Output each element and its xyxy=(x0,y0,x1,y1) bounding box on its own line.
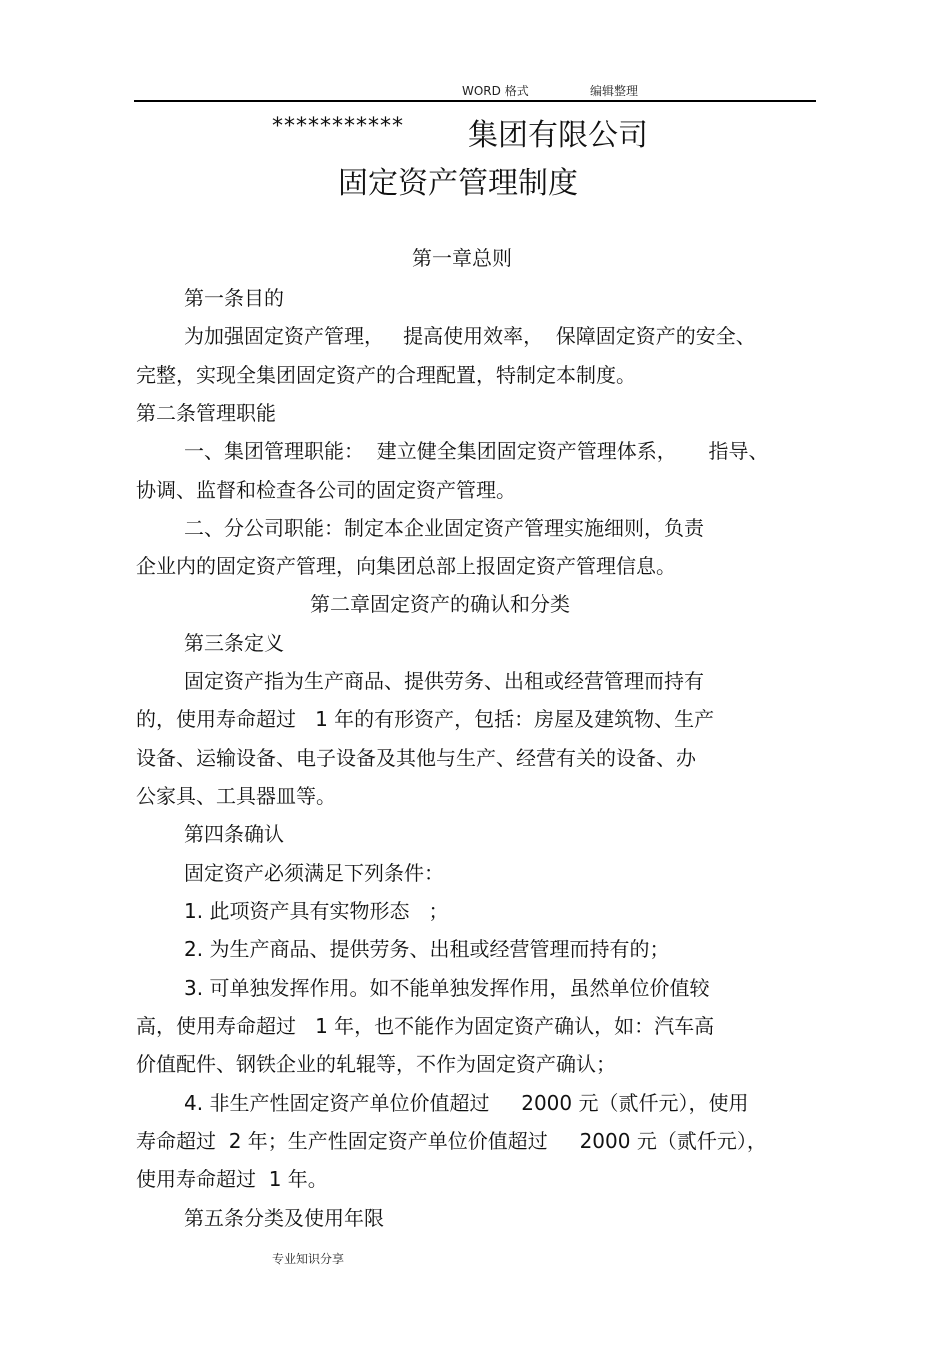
paragraph-line: 固定资产必须满足下列条件： xyxy=(184,861,444,885)
company-title: 集团有限公司 xyxy=(468,118,648,153)
chapter-heading: 第二章固定资产的确认和分类 xyxy=(310,592,570,616)
article-title: 第五条分类及使用年限 xyxy=(184,1206,384,1230)
article-title: 第一条目的 xyxy=(184,286,284,310)
document-title: 固定资产管理制度 xyxy=(338,166,578,201)
footer-label: 专业知识分享 xyxy=(272,1252,345,1266)
paragraph-line: 公家具、工具器皿等。 xyxy=(136,784,336,808)
paragraph-line: 完整，实现全集团固定资产的合理配置，特制定本制度。 xyxy=(136,363,636,387)
company-name-mask: *********** xyxy=(272,114,404,139)
list-item: 1. 此项资产具有实物形态 ； xyxy=(184,899,449,923)
paragraph-line: 协调、监督和检查各公司的固定资产管理。 xyxy=(136,478,516,502)
paragraph-line: 固定资产指为生产商品、提供劳务、出租或经营管理而持有 xyxy=(184,669,704,693)
list-item: 2. 为生产商品、提供劳务、出租或经营管理而持有的； xyxy=(184,937,670,961)
article-title: 第三条定义 xyxy=(184,631,284,655)
paragraph-line: 寿命超过 2 年；生产性固定资产单位价值超过 2000 元（贰仟元）， xyxy=(136,1129,767,1153)
article-title: 第二条管理职能 xyxy=(136,401,276,425)
header-format-label: WORD 格式 xyxy=(462,84,529,98)
list-item: 3. 可单独发挥作用。如不能单独发挥作用，虽然单位价值较 xyxy=(184,976,710,1000)
paragraph-line: 为加强固定资产管理， 提高使用效率， 保障固定资产的安全、 xyxy=(184,324,756,348)
header-rule xyxy=(134,100,816,102)
chapter-heading: 第一章总则 xyxy=(412,246,512,270)
header-edit-label: 编辑整理 xyxy=(590,84,639,98)
paragraph-line: 一、集团管理职能： 建立健全集团固定资产管理体系， 指导、 xyxy=(184,439,769,463)
paragraph-line: 企业内的固定资产管理，向集团总部上报固定资产管理信息。 xyxy=(136,554,676,578)
paragraph-line: 的，使用寿命超过 1 年的有形资产，包括：房屋及建筑物、生产 xyxy=(136,707,715,731)
paragraph-line: 使用寿命超过 1 年。 xyxy=(136,1167,328,1191)
paragraph-line: 二、分公司职能：制定本企业固定资产管理实施细则，负责 xyxy=(184,516,704,540)
paragraph-line: 价值配件、钢铁企业的轧辊等，不作为固定资产确认； xyxy=(136,1052,616,1076)
list-item: 4. 非生产性固定资产单位价值超过 2000 元（贰仟元），使用 xyxy=(184,1091,749,1115)
article-title: 第四条确认 xyxy=(184,822,284,846)
paragraph-line: 设备、运输设备、电子设备及其他与生产、经营有关的设备、办 xyxy=(136,746,696,770)
paragraph-line: 高，使用寿命超过 1 年，也不能作为固定资产确认，如：汽车高 xyxy=(136,1014,715,1038)
